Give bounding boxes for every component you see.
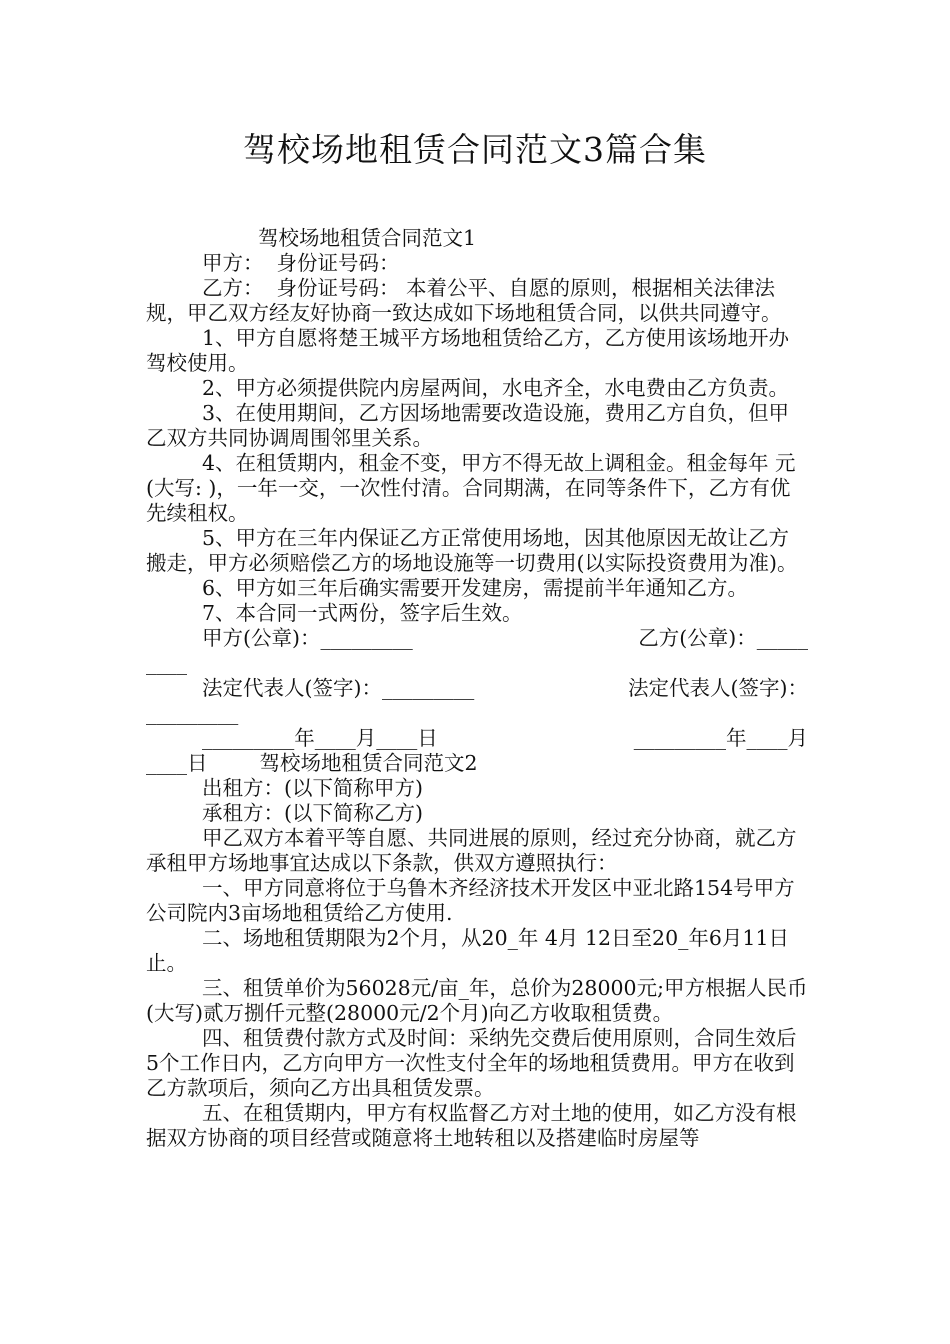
paragraph: 四、租赁费付款方式及时间：采纳先交费后使用原则，合同生效后5个工作日内，乙方向甲方一次性支付全年的场地租赁费用。甲方在收到乙方款项后，须向乙方出具租赁发票。	[146, 1026, 797, 1100]
signature-line-cont: ____	[146, 651, 187, 675]
paragraph: 乙方： 身份证号码： 本着公平、自愿的原则，根据相关法律法规，甲乙双方经友好协商一致达成如下场地租赁合同，以供共同遵守。	[146, 276, 782, 325]
section-2-title: 驾校场地租赁合同范文2	[259, 751, 478, 775]
paragraph: 1、甲方自愿将楚王城平方场地租赁给乙方，乙方使用该场地开办驾校使用。	[146, 326, 790, 375]
paragraph: 3、在使用期间，乙方因场地需要改造设施，费用乙方自负，但甲乙双方共同协调周围邻里关系。	[146, 401, 790, 450]
date-row	[146, 726, 808, 751]
party-b-seal: 乙方(公章)：_____	[638, 626, 808, 650]
paragraph: 五、在租赁期内，甲方有权监督乙方对土地的使用，如乙方没有根据双方协商的项目经营或随意将土地转租以及搭建临时房屋等	[146, 1101, 797, 1150]
signature-line-cont: _________	[146, 701, 239, 725]
paragraph: 一、甲方同意将位于乌鲁木齐经济技术开发区中亚北路154号甲方公司院内3亩场地租赁给乙方使用.	[146, 876, 795, 925]
paragraph: 甲方： 身份证号码：	[202, 251, 400, 275]
paragraph: 二、场地租赁期限为2个月，从20_年 4月 12日至20_年6月11日止。	[146, 926, 790, 975]
paragraph: 4、在租赁期内，租金不变，甲方不得无故上调租金。租金每年 元(大写: )，一年一交，一次性付清。合同期满，在同等条件下，乙方有优先续租权。	[146, 451, 796, 525]
party-a-rep: 法定代表人(签字)：_________	[202, 676, 475, 700]
document-body	[146, 226, 808, 1151]
paragraph: 6、甲方如三年后确实需要开发建房，需提前半年通知乙方。	[202, 576, 749, 600]
party-a-date: _________年____月____日	[202, 726, 438, 750]
party-b-date: _________年____月	[633, 726, 808, 750]
date-cont: ____日	[146, 751, 208, 775]
party-a-seal: 甲方(公章)：_________	[202, 626, 413, 650]
signature-row-seal	[146, 626, 808, 651]
paragraph: 出租方：(以下简称甲方)	[202, 776, 423, 800]
date-cont-and-section-2-title	[146, 751, 808, 776]
paragraph: 5、甲方在三年内保证乙方正常使用场地，因其他原因无故让乙方搬走，甲方必须赔偿乙方的场地设施等一切费用(以实际投资费用为准)。	[146, 526, 798, 575]
signature-row-rep	[146, 676, 808, 701]
paragraph: 2、甲方必须提供院内房屋两间，水电齐全，水电费由乙方负责。	[202, 376, 790, 400]
paragraph: 7、本合同一式两份，签字后生效。	[202, 601, 523, 625]
paragraph: 三、租赁单价为56028元/亩_年，总价为28000元;甲方根据人民币(大写)贰万捌仟元整(28000元/2个月)向乙方收取租赁费。	[146, 976, 808, 1025]
paragraph: 承租方：(以下简称乙方)	[202, 801, 423, 825]
party-b-rep: 法定代表人(签字)：	[628, 676, 808, 700]
section-1-title: 驾校场地租赁合同范文1	[258, 226, 477, 250]
paragraph: 甲乙双方本着平等自愿、共同进展的原则，经过充分协商，就乙方承租甲方场地事宜达成以下条款，供双方遵照执行：	[146, 826, 797, 875]
document-title: 驾校场地租赁合同范文3篇合集	[243, 130, 707, 169]
